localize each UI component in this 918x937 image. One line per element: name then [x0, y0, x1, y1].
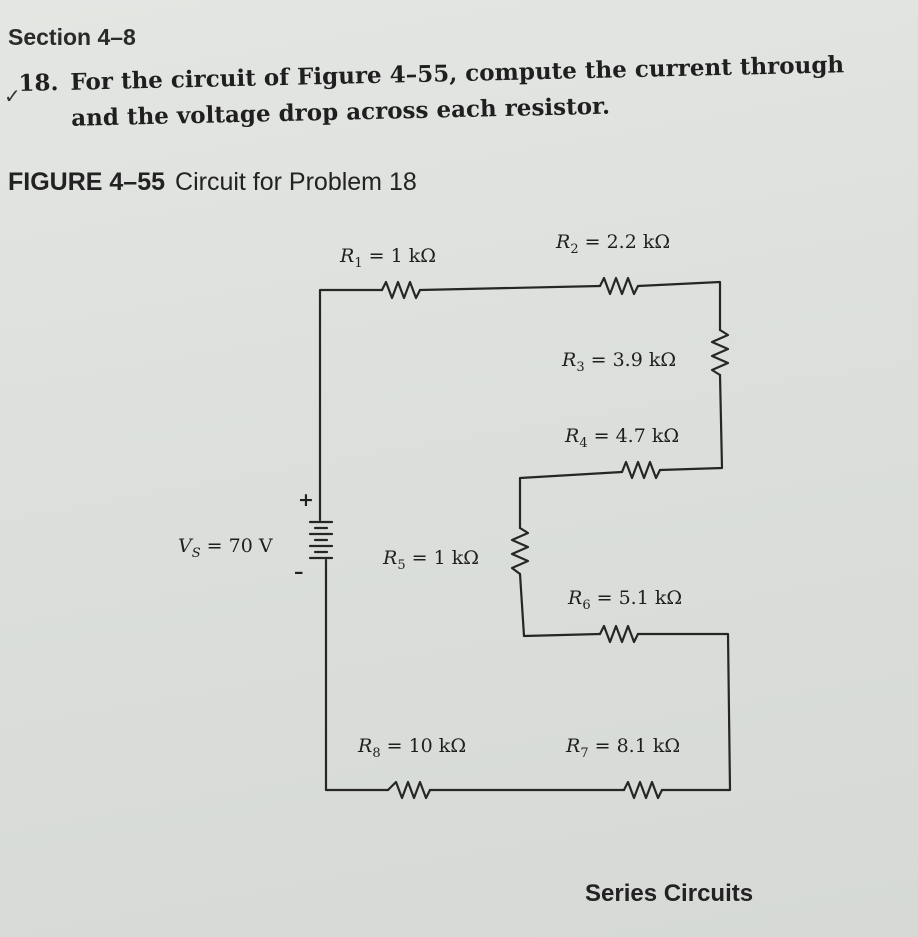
check-mark-icon: ✓	[4, 86, 21, 108]
plus-terminal-label: +	[298, 489, 314, 511]
resistor-r3-label: $R_3 = 3.9$ kΩ	[562, 349, 677, 375]
resistor-r7-label: $R_7 = 8.1$ kΩ	[566, 735, 681, 761]
resistor-r5-symbol	[512, 528, 528, 574]
wire-middle-upper	[520, 472, 622, 528]
battery-icon	[310, 522, 332, 558]
footer-chapter-title: Series Circuits	[585, 880, 754, 907]
minus-terminal-label: –	[294, 561, 304, 583]
resistor-r7-symbol	[624, 782, 662, 798]
resistor-r1-symbol	[382, 282, 420, 298]
wire-right-upper	[660, 375, 722, 470]
resistor-r4-symbol	[622, 462, 660, 478]
resistor-r4-label: $R_4 = 4.7$ kΩ	[565, 425, 680, 451]
resistor-r1-label: $R_1 = 1$ kΩ	[340, 245, 436, 271]
wire-right-lower	[638, 634, 730, 790]
resistor-r3-symbol	[712, 330, 728, 375]
source-voltage-label: $V_S = 70$ V	[178, 535, 273, 561]
wire-top	[420, 286, 600, 290]
wire-left-top	[320, 290, 382, 520]
figure-caption-text: Circuit for Problem 18	[175, 168, 417, 196]
problem-text-line-2: and the voltage drop across each resistor.	[70, 92, 611, 132]
figure-label: FIGURE 4–55	[8, 168, 166, 196]
resistor-r2-symbol	[600, 278, 638, 294]
problem-number: 18.	[18, 69, 59, 97]
resistor-r2-label: $R_2 = 2.2$ kΩ	[556, 231, 671, 257]
section-heading: Section 4–8	[8, 24, 136, 50]
resistor-r8-symbol	[388, 782, 430, 798]
resistor-r6-label: $R_6 = 5.1$ kΩ	[568, 587, 683, 613]
resistor-r5-label: $R_5 = 1$ kΩ	[383, 547, 479, 573]
resistor-r6-symbol	[600, 626, 638, 642]
problem-text-line-1: For the circuit of Figure 4–55, compute the current through	[70, 51, 845, 96]
wire-top-right	[638, 282, 720, 330]
resistor-r8-label: $R_8 = 10$ kΩ	[358, 735, 467, 761]
